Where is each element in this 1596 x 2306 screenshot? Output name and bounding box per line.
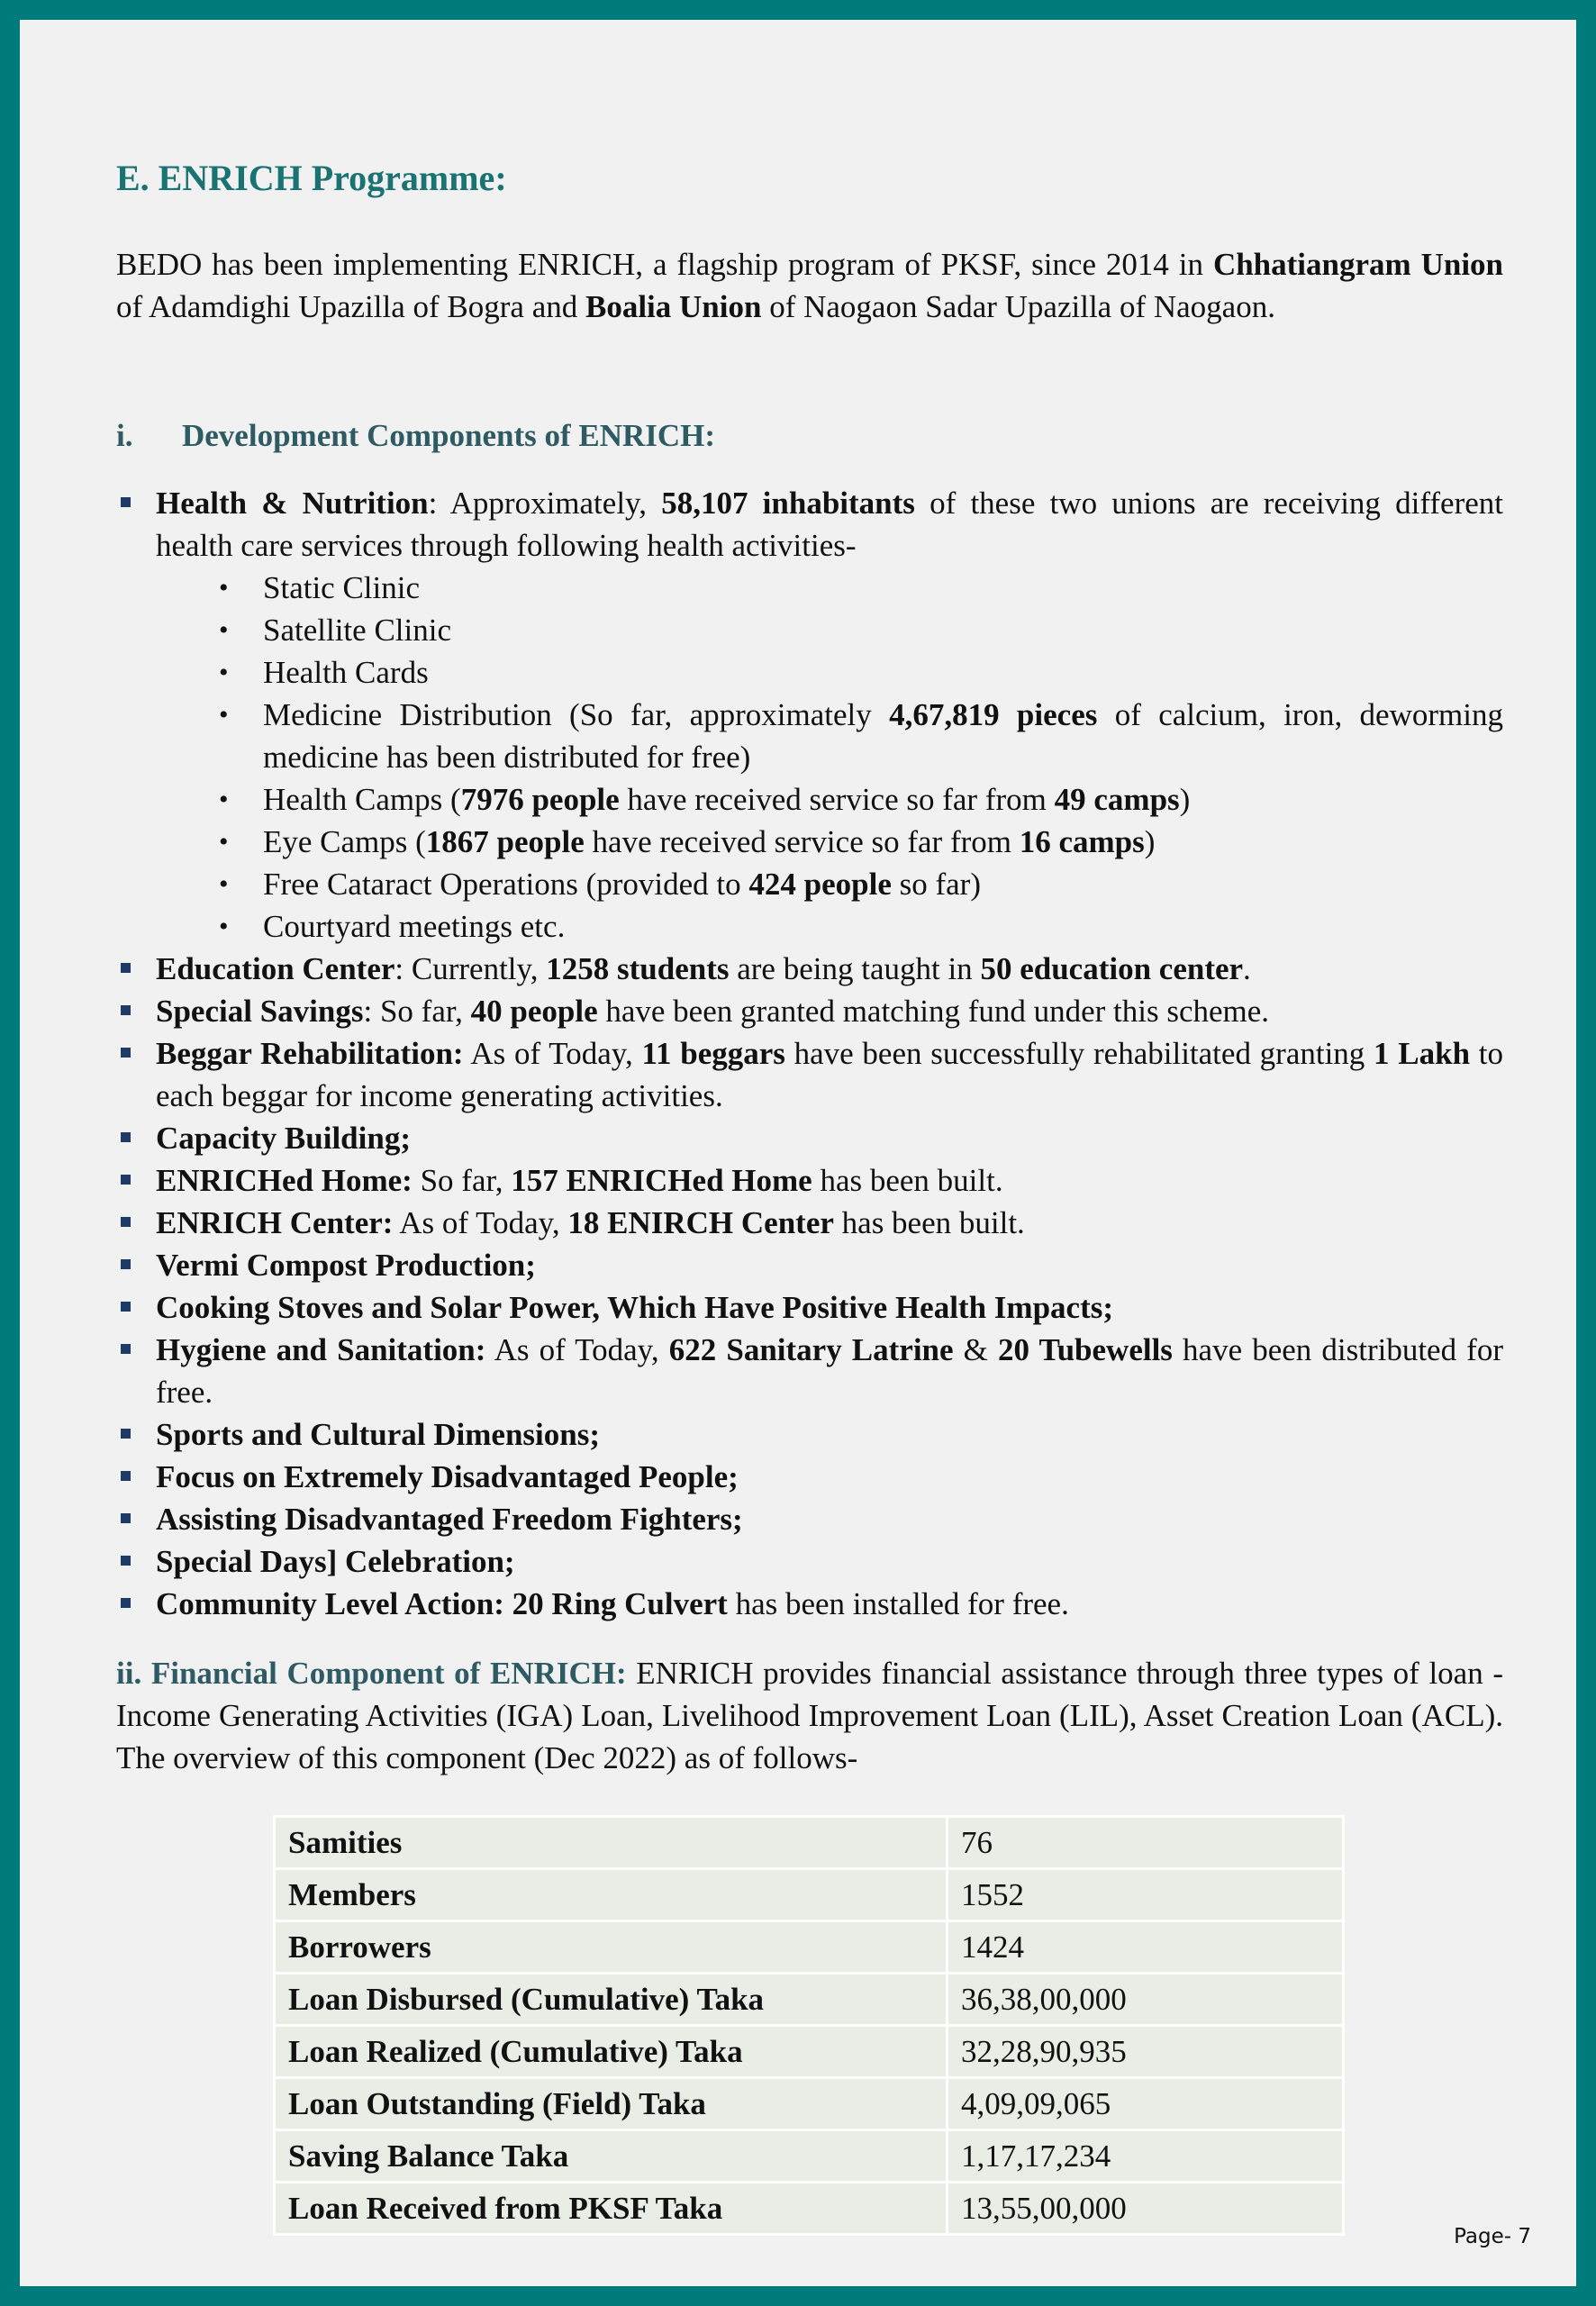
intro-text: of Naogaon Sadar Upazilla of Naogaon. [761, 289, 1275, 324]
activity-emphasis: 49 camps [1054, 782, 1180, 817]
activity-item: • Courtyard meetings etc. [263, 905, 1503, 948]
activity-text: have received service so far from [584, 824, 1020, 859]
item-label: Sports and Cultural Dimensions; [156, 1417, 601, 1452]
section-numeral: i. [116, 418, 133, 453]
list-item-fighters [116, 1498, 1503, 1540]
list-item-beggar [116, 1032, 1503, 1117]
item-text: So far, [412, 1163, 512, 1198]
table-cell-label: Members [275, 1869, 948, 1921]
financial-component-paragraph [116, 1652, 1503, 1779]
item-text: has been installed for free. [727, 1586, 1069, 1621]
page [20, 20, 1576, 2286]
health-activities-list [156, 567, 1503, 948]
item-label: Special Savings [156, 994, 364, 1029]
activity-emphasis: 7976 people [460, 782, 620, 817]
table-cell-value: 1,17,17,234 [948, 2130, 1344, 2183]
item-label: Capacity Building; [156, 1121, 411, 1156]
item-emphasis: 11 beggars [641, 1036, 785, 1071]
table-cell-value: 13,55,00,000 [948, 2183, 1344, 2235]
table-row [275, 1869, 1344, 1921]
table-row [275, 2130, 1344, 2183]
item-text: to each beggar for income generating activities. [156, 1036, 1504, 1113]
list-item-center [116, 1202, 1503, 1244]
activity-item: • Static Clinic [263, 567, 1503, 609]
item-label: Community Level Action: [156, 1586, 504, 1621]
intro-emphasis: Boalia Union [585, 289, 762, 324]
intro-emphasis: Chhatiangram Union [1212, 247, 1504, 282]
list-item-community [116, 1583, 1503, 1625]
item-label: Health & Nutrition [156, 486, 429, 521]
table-cell-value: 32,28,90,935 [948, 2026, 1344, 2078]
table-body [275, 1817, 1344, 2235]
section-heading-development [116, 414, 715, 457]
table-cell-value: 1424 [948, 1921, 1344, 1974]
item-text: have been successfully rehabilitated granting [784, 1036, 1374, 1071]
item-emphasis: 622 Sanitary Latrine [668, 1332, 954, 1367]
item-emphasis: 157 ENRICHed Home [511, 1163, 812, 1198]
table-row [275, 1974, 1344, 2026]
section-heading-text: Development Components of ENRICH: [182, 418, 716, 453]
activity-text: have received service so far from [619, 782, 1055, 817]
item-text: : Currently, [394, 951, 547, 986]
activity-item: • Health Cards [263, 651, 1503, 694]
item-text: As of Today, [393, 1205, 568, 1240]
item-label: ENRICHed Home: [156, 1163, 413, 1198]
table-cell-value: 76 [948, 1817, 1344, 1869]
list-item-capacity [116, 1117, 1503, 1159]
list-item-vermi [116, 1244, 1503, 1286]
intro-text: of Adamdighi Upazilla of Bogra and [116, 289, 585, 324]
activity-item [263, 863, 1503, 905]
item-emphasis: 20 Tubewells [997, 1332, 1173, 1367]
table-row [275, 1817, 1344, 1869]
table-row [275, 2078, 1344, 2130]
activity-emphasis: 4,67,819 pieces [889, 697, 1098, 732]
list-item-home [116, 1159, 1503, 1202]
activity-text: so far) [891, 867, 981, 902]
activity-emphasis: 1867 people [425, 824, 585, 859]
item-emphasis: 50 education center [980, 951, 1244, 986]
activity-text: Free Cataract Operations (provided to [263, 867, 749, 902]
list-item-stoves [116, 1286, 1503, 1329]
activity-text: ) [1144, 824, 1156, 859]
item-emphasis: 1 Lakh [1374, 1036, 1471, 1071]
table-cell-value: 1552 [948, 1869, 1344, 1921]
item-text: has been built. [812, 1163, 1003, 1198]
item-label: Vermi Compost Production; [156, 1248, 536, 1283]
item-text: are being taught in [729, 951, 981, 986]
financial-overview-table [273, 1815, 1345, 2236]
activity-text: Medicine Distribution (So far, approximately [263, 697, 890, 732]
table-cell-value: 36,38,00,000 [948, 1974, 1344, 2026]
item-text: have been granted matching fund under this scheme. [597, 994, 1270, 1029]
list-item-sports [116, 1413, 1503, 1456]
item-emphasis: 58,107 inhabitants [661, 486, 915, 521]
activity-text: Health Camps ( [263, 782, 461, 817]
list-item-focus [116, 1456, 1503, 1498]
section-heading-financial: ii. Financial Component of ENRICH: [116, 1656, 627, 1691]
item-label: Cooking Stoves and Solar Power, Which Have Positive Health Impacts; [156, 1290, 1114, 1325]
item-emphasis: 1258 students [546, 951, 730, 986]
item-label: Assisting Disadvantaged Freedom Fighters; [156, 1502, 743, 1537]
activity-item: • Satellite Clinic [263, 609, 1503, 651]
table-cell-label: Borrowers [275, 1921, 948, 1974]
item-label: Focus on Extremely Disadvantaged People; [156, 1459, 739, 1494]
table-cell-label: Saving Balance Taka [275, 2130, 948, 2183]
list-item-days [116, 1540, 1503, 1583]
table-row [275, 2026, 1344, 2078]
item-text: : Approximately, [428, 486, 662, 521]
item-text: As of Today, [463, 1036, 642, 1071]
item-emphasis: 20 Ring Culvert [512, 1586, 728, 1621]
activity-text: of calcium, iron, deworming medicine has been distributed for free) [263, 697, 1503, 775]
item-text: have been distributed for free. [156, 1332, 1503, 1410]
development-components-list [116, 482, 1503, 1625]
item-label: Education Center [156, 951, 395, 986]
item-text: has been built. [833, 1205, 1025, 1240]
table-cell-label: Loan Received from PKSF Taka [275, 2183, 948, 2235]
activity-text: Eye Camps ( [263, 824, 426, 859]
activity-item [263, 694, 1503, 778]
table-cell-label: Loan Outstanding (Field) Taka [275, 2078, 948, 2130]
activity-item [263, 778, 1503, 821]
item-label: Hygiene and Sanitation: [156, 1332, 486, 1367]
page-title: E. ENRICH Programme: [116, 158, 507, 198]
item-emphasis: 18 ENIRCH Center [567, 1205, 834, 1240]
activity-text: ) [1179, 782, 1191, 817]
table-cell-label: Samities [275, 1817, 948, 1869]
list-item-savings [116, 990, 1503, 1032]
item-label: ENRICH Center: [156, 1205, 394, 1240]
table-cell-label: Loan Realized (Cumulative) Taka [275, 2026, 948, 2078]
item-emphasis: 40 people [470, 994, 598, 1029]
table-row [275, 1921, 1344, 1974]
page-number: Page- 7 [1454, 2225, 1531, 2248]
financial-text: ENRICH provides financial assistance through three types of loan - Income Generating Activities (IGA) Loan, Livelihood Improvement Loan (LIL), Asset Creation Loan (ACL). The overview of this component (Dec 2022) as of follows- [116, 1656, 1503, 1775]
item-label: Beggar Rehabilitation: [156, 1036, 464, 1071]
item-label: Special Days] Celebration; [156, 1544, 515, 1579]
intro-text: BEDO has been implementing ENRICH, a flagship program of PKSF, since 2014 in [116, 247, 1213, 282]
item-text: & [953, 1332, 998, 1367]
table-cell-value: 4,09,09,065 [948, 2078, 1344, 2130]
item-text: : So far, [363, 994, 471, 1029]
list-item-health [116, 482, 1503, 948]
table-cell-label: Loan Disbursed (Cumulative) Taka [275, 1974, 948, 2026]
activity-emphasis: 16 camps [1019, 824, 1145, 859]
item-text: of these two unions are receiving different health care services through following health activities- [156, 486, 1503, 563]
item-text: . [1243, 951, 1251, 986]
list-item-education [116, 948, 1503, 990]
list-item-hygiene [116, 1329, 1503, 1413]
table-row [275, 2183, 1344, 2235]
item-text [504, 1586, 512, 1621]
intro-paragraph [116, 243, 1503, 328]
activity-emphasis: 424 people [748, 867, 892, 902]
item-text: As of Today, [485, 1332, 669, 1367]
activity-item [263, 821, 1503, 863]
